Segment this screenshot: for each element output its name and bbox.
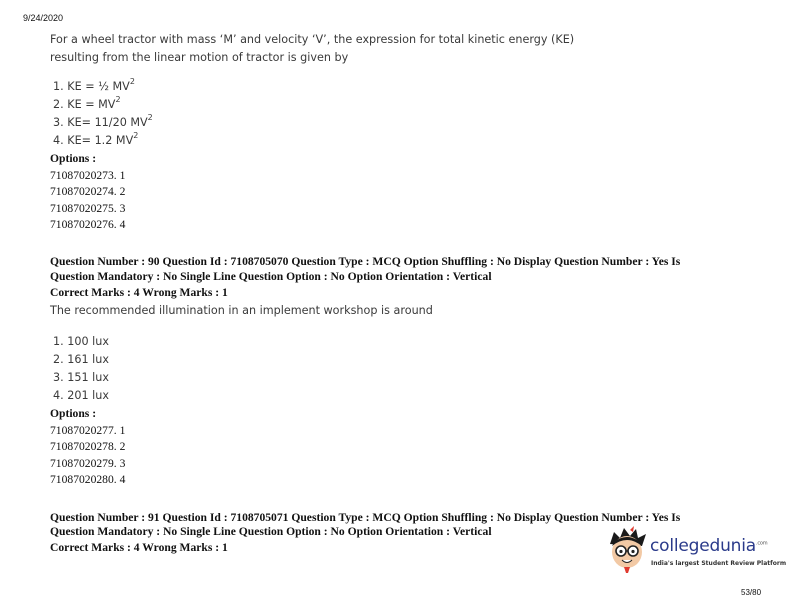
choice-2: 2. 161 lux (53, 353, 109, 366)
choice-2: 2. KE = $MV^2$ (53, 95, 121, 111)
print-date: 9/24/2020 (23, 13, 64, 23)
option-id: 71087020277. 1 (50, 424, 126, 437)
question-marks: Correct Marks : 4 Wrong Marks : 1 (50, 286, 228, 299)
question-text-line-2: resulting from the linear motion of tractor is given by (50, 51, 349, 64)
student-mascot-icon (604, 526, 650, 574)
question-text-line-1: For a wheel tractor with mass ‘M’ and velocity ‘V’, the expression for total kinetic energy (KE) (50, 33, 575, 46)
question-meta-line-2: Question Mandatory : No Single Line Question Option : No Option Orientation : Vertical (50, 270, 492, 283)
choice-4: 4. 201 lux (53, 389, 109, 402)
option-id: 71087020276. 4 (50, 218, 126, 231)
choice-3: 3. KE= 11/20 $MV^2$ (53, 113, 153, 129)
choice-1: 1. KE = ½ $MV^2$ (53, 77, 135, 93)
option-id: 71087020280. 4 (50, 473, 126, 486)
brand-name: collegedunia$^{.com}$ (650, 536, 768, 556)
option-id: 71087020275. 3 (50, 202, 126, 215)
option-id: 71087020279. 3 (50, 457, 126, 470)
choice-1: 1. 100 lux (53, 335, 109, 348)
question-meta-line-1: Question Number : 90 Question Id : 7108705070 Question Type : MCQ Option Shuffling : No Display Question Number : Yes Is (50, 255, 681, 268)
question-text: The recommended illumination in an implement workshop is around (50, 304, 433, 317)
question-meta-line-1: Question Number : 91 Question Id : 7108705071 Question Type : MCQ Option Shuffling : No Display Question Number : Yes Is (50, 511, 681, 524)
option-id: 71087020278. 2 (50, 440, 126, 453)
option-id: 71087020273. 1 (50, 169, 126, 182)
choice-4: 4. KE= 1.2 $MV^2$ (53, 131, 139, 147)
brand-tagline: India's largest Student Review Platform (651, 560, 787, 567)
choice-3: 3. 151 lux (53, 371, 109, 384)
options-label: Options : (50, 407, 97, 420)
question-meta-line-2: Question Mandatory : No Single Line Question Option : No Option Orientation : Vertical (50, 525, 492, 538)
question-marks: Correct Marks : 4 Wrong Marks : 1 (50, 541, 228, 554)
page-number: 53/80 (741, 588, 762, 597)
option-id: 71087020274. 2 (50, 185, 126, 198)
options-label: Options : (50, 152, 97, 165)
